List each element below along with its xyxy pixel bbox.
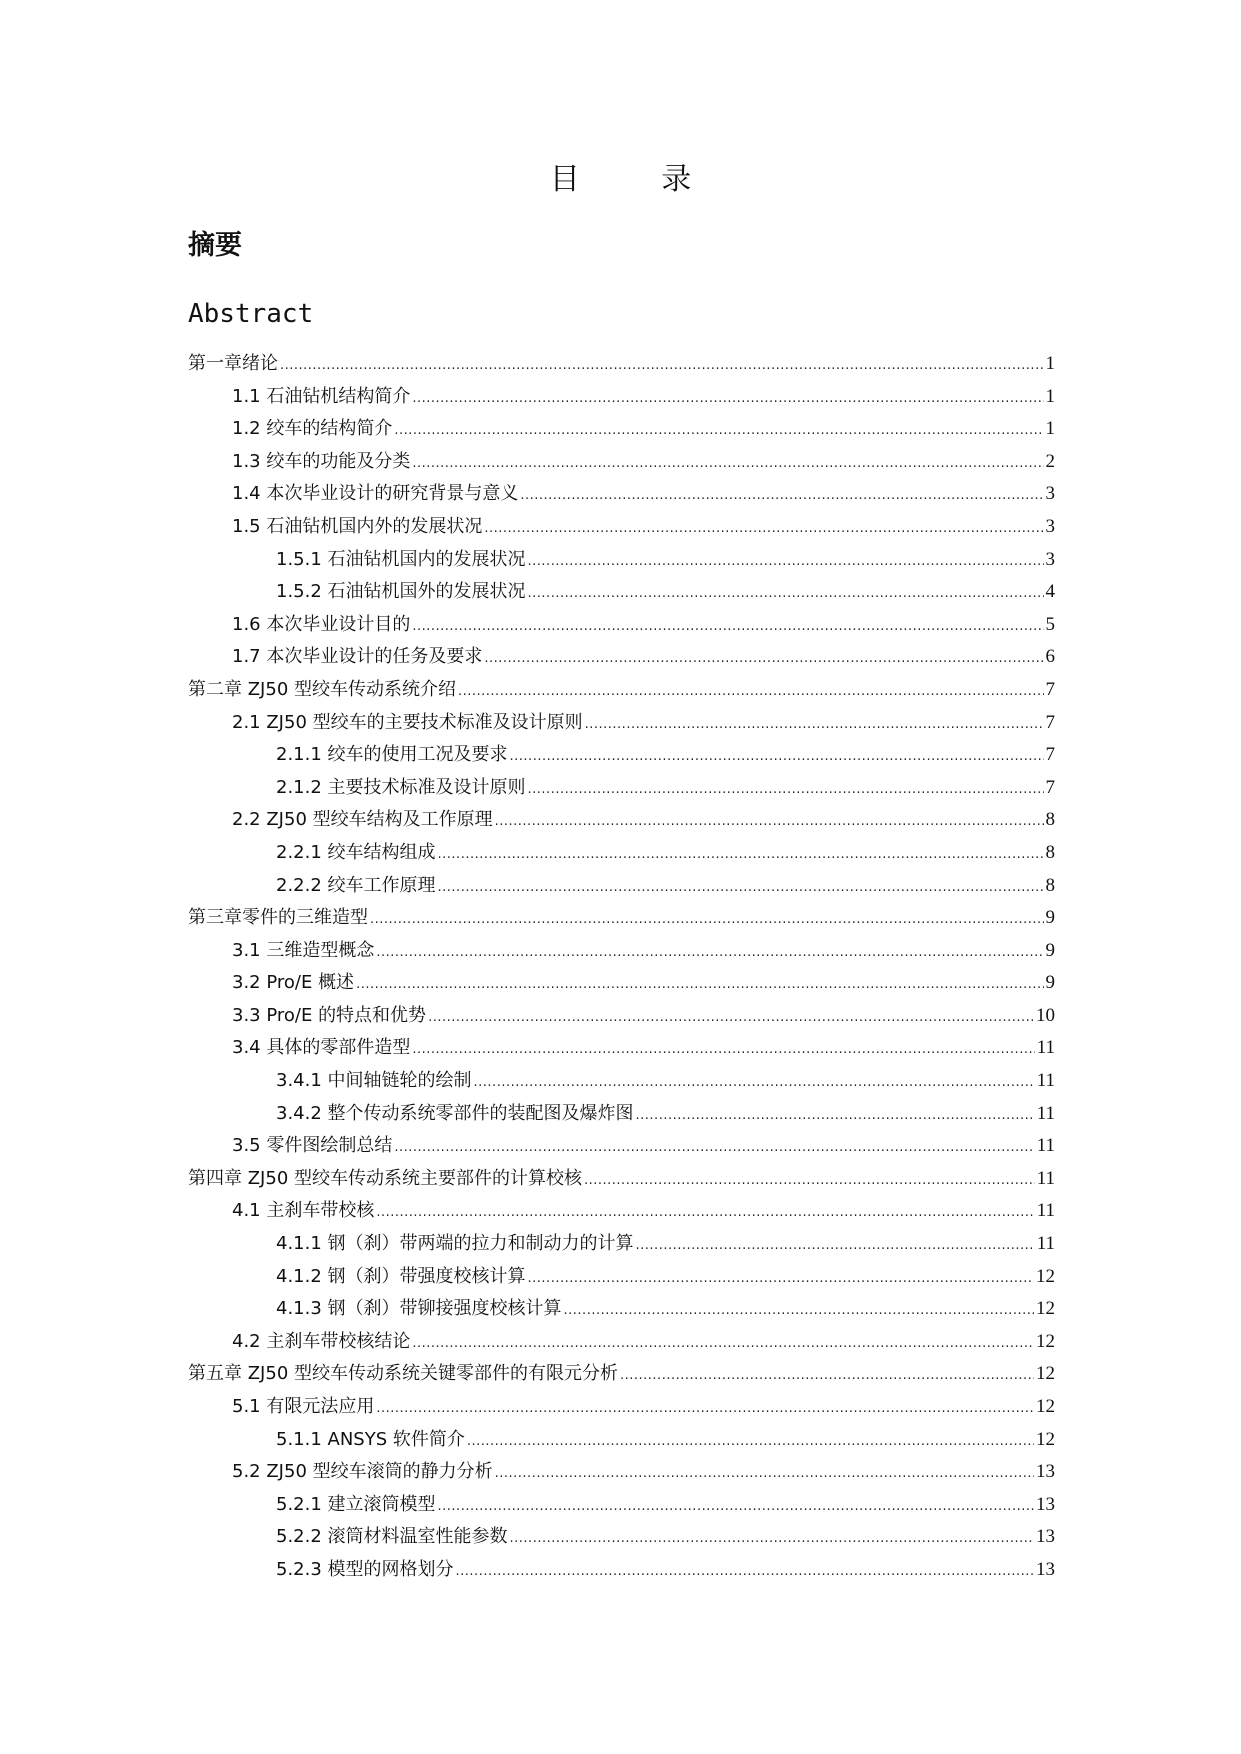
- toc-leader-dots: [412, 383, 1043, 416]
- toc-leader-dots: [474, 1067, 1035, 1100]
- toc-entry-page: 13: [1036, 1526, 1055, 1548]
- toc-leader-dots: [376, 937, 1043, 970]
- toc-leader-dots: [412, 1328, 1034, 1361]
- toc-leader-dots: [458, 676, 1044, 709]
- toc-entry-label: 1.3 绞车的功能及分类: [232, 450, 411, 472]
- toc-entry-label: 第三章零件的三维造型: [188, 907, 368, 929]
- toc-leader-dots: [520, 480, 1043, 513]
- toc-entry-label: 第一章绪论: [188, 353, 278, 374]
- toc-entry-page: 9: [1045, 939, 1055, 961]
- toc-entry[interactable]: [188, 641, 1055, 674]
- toc-entry-page: 11: [1036, 1233, 1055, 1255]
- toc-entry-label: 3.4.2 整个传动系统零部件的装配图及爆炸图: [276, 1102, 634, 1124]
- toc-entry-label: 第五章 ZJ50 型绞车传动系统关键零部件的有限元分析: [188, 1363, 618, 1385]
- toc-leader-dots: [528, 1263, 1034, 1296]
- toc-leader-dots: [376, 1393, 1034, 1426]
- toc-entry-page: 11: [1036, 1200, 1055, 1222]
- toc-entry-page: 11: [1036, 1102, 1055, 1124]
- toc-entry[interactable]: [188, 1065, 1055, 1098]
- toc-entry-label: 2.2.2 绞车工作原理: [276, 874, 436, 896]
- toc-leader-dots: [528, 578, 1044, 611]
- toc-entry-page: 3: [1045, 515, 1055, 537]
- toc-entry[interactable]: [188, 772, 1055, 805]
- toc-entry[interactable]: [188, 1130, 1055, 1163]
- toc-leader-dots: [484, 643, 1043, 676]
- toc-entry-page: 8: [1045, 809, 1055, 831]
- toc-entry-label: 3.4 具体的零部件造型: [232, 1037, 411, 1059]
- toc-entry-page: 7: [1045, 744, 1055, 766]
- toc-entry-label: 4.1.1 钢（刹）带两端的拉力和制动力的计算: [276, 1233, 634, 1255]
- toc-entry[interactable]: [188, 1456, 1055, 1489]
- toc-entry-page: 7: [1045, 678, 1055, 700]
- toc-entry-page: 4: [1045, 581, 1055, 603]
- toc-entry-label: 1.4 本次毕业设计的研究背景与意义: [232, 483, 519, 505]
- toc-entry-label: 3.1 三维造型概念: [232, 939, 375, 961]
- toc-entry-label: 4.1 主刹车带校核: [232, 1200, 375, 1222]
- toc-entry-page: 3: [1045, 548, 1055, 570]
- toc-entry-page: 6: [1045, 646, 1055, 668]
- toc-leader-dots: [467, 1426, 1034, 1459]
- toc-entry-label: 5.2 ZJ50 型绞车滚筒的静力分析: [232, 1461, 493, 1483]
- toc-entry-label: 2.1.2 主要技术标准及设计原则: [276, 776, 526, 798]
- toc-leader-dots: [394, 1132, 1034, 1165]
- toc-entry-label: 1.5.1 石油钻机国内的发展状况: [276, 548, 526, 570]
- toc-entry-page: 12: [1036, 1363, 1055, 1385]
- toc-entry-page: 12: [1036, 1396, 1055, 1417]
- abstract-heading-en: Abstract: [188, 299, 314, 329]
- toc-entry[interactable]: [188, 1261, 1055, 1294]
- toc-entry-page: 8: [1045, 874, 1055, 896]
- toc-entry-page: 5: [1045, 613, 1055, 635]
- toc-entry-label: 4.2 主刹车带校核结论: [232, 1330, 411, 1352]
- toc-entry-page: 9: [1045, 907, 1055, 929]
- toc-entry-label: 5.1.1 ANSYS 软件简介: [276, 1428, 465, 1450]
- toc-entry-page: 1: [1045, 418, 1055, 440]
- toc-entry-page: 12: [1036, 1330, 1055, 1352]
- toc-entry[interactable]: [188, 707, 1055, 740]
- toc-leader-dots: [438, 839, 1044, 872]
- toc-leader-dots: [636, 1230, 1035, 1263]
- toc-leader-dots: [438, 872, 1044, 905]
- toc-entry[interactable]: [188, 1098, 1055, 1131]
- toc-entry[interactable]: [188, 1489, 1055, 1522]
- toc-entry-label: 1.6 本次毕业设计目的: [232, 613, 411, 635]
- toc-entry[interactable]: [188, 935, 1055, 968]
- toc-leader-dots: [412, 448, 1043, 481]
- toc-leader-dots: [370, 904, 1044, 937]
- toc-leader-dots: [412, 1034, 1034, 1067]
- toc-entry[interactable]: [188, 902, 1055, 935]
- toc-leader-dots: [564, 1295, 1034, 1328]
- toc-entry-label: 3.3 Pro/E 的特点和优势: [232, 1004, 427, 1026]
- toc-entry[interactable]: [188, 1554, 1055, 1587]
- toc-entry[interactable]: [188, 1000, 1055, 1033]
- toc-entry-label: 1.7 本次毕业设计的任务及要求: [232, 646, 483, 668]
- toc-entry[interactable]: [188, 1521, 1055, 1554]
- toc-entry-label: 1.5 石油钻机国内外的发展状况: [232, 515, 483, 537]
- toc-entry[interactable]: [188, 1293, 1055, 1326]
- toc-entry-label: 第二章 ZJ50 型绞车传动系统介绍: [188, 678, 456, 700]
- toc-entry[interactable]: [188, 967, 1055, 1000]
- toc-entry-label: 2.1.1 绞车的使用工况及要求: [276, 744, 508, 766]
- toc-entry-label: 2.1 ZJ50 型绞车的主要技术标准及设计原则: [232, 711, 583, 733]
- toc-entry-label: 第四章 ZJ50 型绞车传动系统主要部件的计算校核: [188, 1167, 582, 1189]
- toc-leader-dots: [412, 611, 1043, 644]
- toc-leader-dots: [495, 1458, 1034, 1491]
- toc-entry-page: 3: [1045, 483, 1055, 505]
- toc-entry-page: 7: [1045, 711, 1055, 733]
- toc-entry-page: 9: [1045, 972, 1055, 994]
- toc-entry-page: 8: [1045, 841, 1055, 863]
- toc-entry-page: 1: [1045, 385, 1055, 407]
- toc-leader-dots: [376, 1197, 1034, 1230]
- toc-leader-dots: [428, 1002, 1034, 1035]
- toc-entry-page: 1: [1045, 353, 1055, 374]
- toc-entry[interactable]: [188, 870, 1055, 903]
- toc-entry[interactable]: [188, 381, 1055, 414]
- toc-entry[interactable]: [188, 804, 1055, 837]
- toc-leader-dots: [528, 546, 1044, 579]
- toc-entry-label: 3.2 Pro/E 概述: [232, 972, 355, 994]
- toc-entry-page: 13: [1036, 1461, 1055, 1483]
- toc-entry[interactable]: [188, 413, 1055, 446]
- toc-entry-page: 12: [1036, 1428, 1055, 1450]
- toc-entry[interactable]: [188, 348, 1055, 381]
- toc-leader-dots: [620, 1360, 1034, 1393]
- toc-entry-label: 4.1.3 钢（刹）带铆接强度校核计算: [276, 1298, 562, 1320]
- toc-entry-label: 1.5.2 石油钻机国外的发展状况: [276, 581, 526, 603]
- toc-entry-label: 2.2 ZJ50 型绞车结构及工作原理: [232, 809, 493, 831]
- toc-entry-label: 4.1.2 钢（刹）带强度校核计算: [276, 1265, 526, 1287]
- toc-entry-label: 5.2.3 模型的网格划分: [276, 1558, 454, 1580]
- table-of-contents: [188, 348, 1055, 1587]
- toc-leader-dots: [394, 415, 1043, 448]
- toc-entry[interactable]: [188, 837, 1055, 870]
- toc-entry[interactable]: [188, 609, 1055, 642]
- toc-entry[interactable]: [188, 1032, 1055, 1065]
- toc-entry[interactable]: [188, 1358, 1055, 1391]
- toc-entry-label: 3.5 零件图绘制总结: [232, 1135, 393, 1157]
- toc-leader-dots: [528, 774, 1044, 807]
- toc-entry-label: 2.2.1 绞车结构组成: [276, 841, 436, 863]
- toc-leader-dots: [510, 1523, 1034, 1556]
- toc-entry[interactable]: [188, 544, 1055, 577]
- toc-entry-page: 11: [1036, 1167, 1055, 1189]
- toc-entry[interactable]: [188, 511, 1055, 544]
- toc-leader-dots: [456, 1556, 1034, 1589]
- toc-leader-dots: [510, 741, 1044, 774]
- toc-entry-label: 1.2 绞车的结构简介: [232, 418, 393, 440]
- toc-entry-label: 5.2.1 建立滚筒模型: [276, 1493, 436, 1515]
- toc-leader-dots: [484, 513, 1043, 546]
- toc-entry[interactable]: [188, 446, 1055, 479]
- toc-entry-page: 11: [1036, 1037, 1055, 1059]
- toc-entry-page: 12: [1036, 1265, 1055, 1287]
- toc-entry-label: 5.1 有限元法应用: [232, 1396, 375, 1417]
- toc-entry[interactable]: [188, 1326, 1055, 1359]
- toc-entry-page: 11: [1036, 1135, 1055, 1157]
- toc-entry[interactable]: [188, 739, 1055, 772]
- toc-leader-dots: [585, 709, 1044, 742]
- toc-leader-dots: [438, 1491, 1034, 1524]
- toc-entry-page: 11: [1036, 1070, 1055, 1092]
- toc-entry[interactable]: [188, 1424, 1055, 1457]
- toc-entry-page: 2: [1045, 450, 1055, 472]
- toc-entry-page: 10: [1036, 1004, 1055, 1026]
- toc-leader-dots: [495, 806, 1044, 839]
- toc-entry[interactable]: [188, 576, 1055, 609]
- toc-entry-page: 7: [1045, 776, 1055, 798]
- toc-entry-page: 12: [1036, 1298, 1055, 1320]
- toc-entry-label: 5.2.2 滚筒材料温室性能参数: [276, 1526, 508, 1548]
- toc-entry-page: 13: [1036, 1558, 1055, 1580]
- abstract-heading-zh: 摘要: [188, 230, 242, 261]
- toc-entry[interactable]: [188, 1163, 1055, 1196]
- toc-leader-dots: [280, 350, 1044, 383]
- toc-entry[interactable]: [188, 478, 1055, 511]
- toc-leader-dots: [584, 1165, 1035, 1198]
- toc-leader-dots: [636, 1100, 1035, 1133]
- toc-entry[interactable]: [188, 1228, 1055, 1261]
- toc-entry[interactable]: [188, 1391, 1055, 1424]
- toc-entry-label: 3.4.1 中间轴链轮的绘制: [276, 1070, 472, 1092]
- toc-leader-dots: [356, 969, 1043, 1002]
- page-title: 目 录: [549, 162, 728, 197]
- toc-entry[interactable]: [188, 674, 1055, 707]
- toc-entry-page: 13: [1036, 1493, 1055, 1515]
- toc-entry[interactable]: [188, 1195, 1055, 1228]
- toc-entry-label: 1.1 石油钻机结构简介: [232, 385, 411, 407]
